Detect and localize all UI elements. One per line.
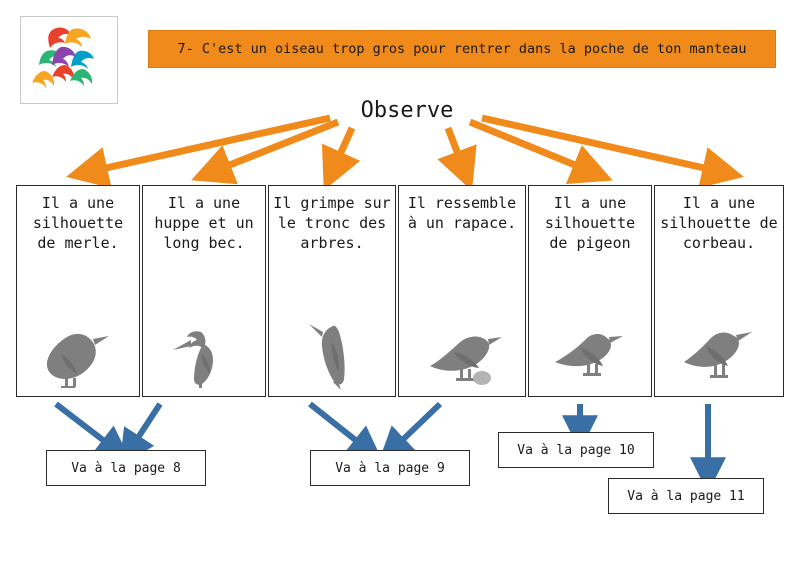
page-link-11[interactable] xyxy=(608,478,764,514)
page-link-label: Va à la page 8 xyxy=(71,460,181,476)
arrow-card-4-to-page-9 xyxy=(392,404,440,450)
hoopoe-silhouette-icon xyxy=(161,324,247,390)
option-card-text: Il grimpe sur le tronc des arbres. xyxy=(273,194,391,252)
page-link-10[interactable] xyxy=(498,432,654,468)
option-card-text: Il a une silhouette de corbeau. xyxy=(660,194,778,252)
logo-box xyxy=(20,16,118,104)
arrow-observe-to-card-2 xyxy=(212,122,338,172)
arrow-card-3-to-page-9 xyxy=(310,404,368,450)
page-link-9[interactable] xyxy=(310,450,470,486)
arrow-card-1-to-page-8 xyxy=(56,404,116,450)
page-link-label: Va à la page 11 xyxy=(627,488,745,504)
option-card-corbeau[interactable] xyxy=(654,185,784,397)
option-card-text: Il a une silhouette de merle. xyxy=(32,194,124,252)
treecreeper-silhouette-icon xyxy=(289,320,375,390)
raptor-silhouette-icon xyxy=(416,328,508,390)
arrow-observe-to-card-3 xyxy=(333,128,352,170)
title-banner xyxy=(148,30,776,68)
pigeon-silhouette-icon xyxy=(547,328,633,390)
blackbird-silhouette-icon xyxy=(35,324,121,390)
arrow-observe-to-card-6 xyxy=(482,118,722,172)
arrow-observe-to-card-5 xyxy=(470,122,592,172)
option-card-text: Il a une silhouette de pigeon xyxy=(544,194,636,252)
option-card-text: Il ressemble à un rapace. xyxy=(407,194,517,232)
arrow-card-2-to-page-8 xyxy=(130,404,160,450)
page-link-label: Va à la page 9 xyxy=(335,460,445,476)
page-link-label: Va à la page 10 xyxy=(517,442,635,458)
option-card-pigeon[interactable] xyxy=(528,185,652,397)
crow-silhouette-icon xyxy=(676,324,762,390)
option-card-huppe[interactable] xyxy=(142,185,266,397)
observe-label: Observe xyxy=(360,98,454,123)
arrow-observe-to-card-4 xyxy=(448,128,464,170)
title-text: 7- C'est un oiseau trop gros pour rentrer dans la poche de ton manteau xyxy=(177,41,747,57)
option-card-text: Il a une huppe et un long bec. xyxy=(154,194,254,252)
arrow-observe-to-card-1 xyxy=(88,118,330,172)
page-link-8[interactable] xyxy=(46,450,206,486)
option-card-rapace[interactable] xyxy=(398,185,526,397)
option-card-merle[interactable] xyxy=(16,185,140,397)
bird-logo-icon xyxy=(21,17,117,103)
option-card-grimpe[interactable] xyxy=(268,185,396,397)
